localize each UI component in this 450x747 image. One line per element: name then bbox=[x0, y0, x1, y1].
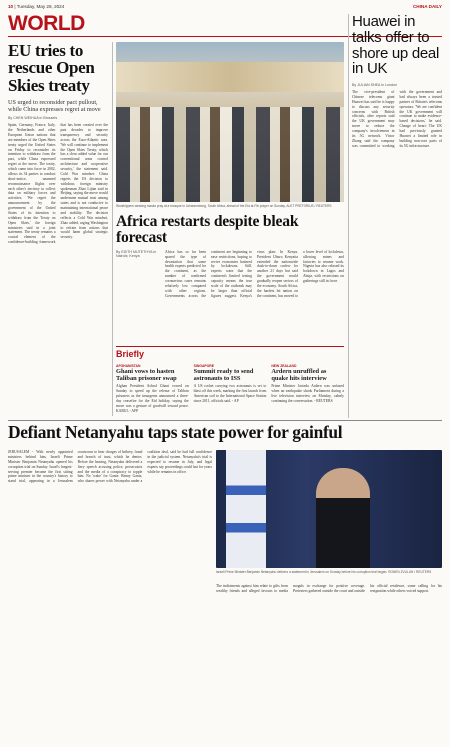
briefly-section bbox=[116, 346, 344, 418]
photo-caption: Worshippers wearing masks pray at a mosque in Johannesburg, South Africa, ahead of the Eid al-Fitr prayer on Sunday. ALET PRETORIUS / REUTERS bbox=[116, 204, 332, 208]
israel-body bbox=[8, 450, 212, 738]
huawei-story bbox=[352, 14, 442, 418]
page-header bbox=[8, 4, 442, 12]
column-divider bbox=[112, 42, 113, 416]
israel-headline: Defiant Netanyahu taps state power for gainful bbox=[8, 422, 343, 442]
africa-headline: Africa restarts despite bleak forecast bbox=[116, 214, 299, 246]
brief-item bbox=[271, 362, 344, 414]
eu-body: Spain, Germany, France, Italy, the Netherlands and other European Union nations that are members of the Open Skies treaty urged the United States on Friday to reconsider its intention to withdraw from the pact, while China expressed regret at the move. The treaty, which came into force in 2002, allows its 34 parties to conduct short-notice, unarmed reconnaissance flights over each other's territory to collect data on military forces and activities. 'We regret the announcement by the government of the United States of its intention to withdraw from the Treaty on Open Skies,' the foreign ministries said in a joint statement. The treaty remains a crucial element of the confidence-building framework that has been created over the past decades to improve transparency and security across the Euro-Atlantic area. 'We will continue to implement the Open Skies Treaty, which has a clear added value for our conventional arms control architecture and cooperative security,' the statement said. Cold War mindset: China regrets the US decision to withdraw, foreign ministry spokesman Zhao Lijian said in Beijing, saying the move would undermine mutual trust among states and is not conducive to maintaining international peace and stability. The decision reflects a Cold War mindset, Zhao added, urging Washington to refrain from actions that would harm global strategic security. bbox=[8, 123, 108, 245]
story-rule bbox=[8, 420, 442, 421]
eu-subhead: US urged to reconsider pact pullout, while China expresses regret at move bbox=[8, 98, 101, 114]
israel-lead: JERUSALEM - With newly appointed ministers behind him, Israeli Prime Minister Benjamin Netanyahu opened his corruption trial on Sunday. bbox=[8, 450, 73, 469]
brief-body: Prime Minister Jacinda Ardern was unfazed when an earthquake shook Parliament during a live television interview on Monday, calmly continuing the conversation. - REUTERS bbox=[271, 384, 344, 404]
netanyahu-photo bbox=[216, 450, 442, 568]
eu-headline: EU tries to rescue Open Skies treaty bbox=[8, 42, 95, 95]
column-divider bbox=[348, 14, 349, 418]
eu-story bbox=[8, 42, 108, 420]
mosque-wall bbox=[116, 62, 344, 92]
brief-body: A US rocket carrying two astronauts is set to blast off this week, marking the first launch from American soil to the International Space Station since 2011, officials said. - AP bbox=[193, 384, 267, 404]
netanyahu-caption: Israeli Prime Minister Benjamin Netanyahu delivers a statement in Jerusalem on Sunday before his corruption trial began. RONEN ZVULUN / REUTERS bbox=[216, 570, 432, 574]
israel-body-continued: The indictments against him relate to gifts from wealthy friends and alleged favours to media moguls in exchange for positive coverage. Protesters gathered outside the court and outside his official residence, some calling for his resignation while others voiced support. bbox=[216, 584, 442, 593]
africa-byline: By EDITH MUTETHYA in Nairobi, Kenya bbox=[116, 249, 157, 258]
africa-body: Africa has so far been spared the type of devastation that some health experts predicted for the continent, as the number of confirmed coronavirus cases remains relatively low compared with other regions. Governments across the continent are beginning to ease restrictions, hoping to revive economies battered by lockdowns. Still, experts warn that the continent's limited testing capacity means the true scale of the outbreak may be larger than official figures suggest. Kenya's virus plan: In Kenya, President Uhuru Kenyatta extended the nationwide dusk-to-dawn curfew for another 21 days but said the government would gradually reopen sectors of the economy. South Africa, the hardest hit nation on the continent, has moved to a lower level of lockdown, allowing mines and factories to resume work. Nigeria has also relaxed its lockdown in Lagos and Abuja, with restrictions on gatherings still in force. bbox=[165, 249, 344, 298]
huawei-body: The vice-president of Chinese telecoms giant Huawei has said he is happy to discuss any security concerns with British officials, after reports said the UK government may move to reduce the company's involvement in its 5G network. Victor Zhang said the company was committed to working with the government and had always been a trusted partner of Britain's telecoms operators. 'We are confident the UK government will continue to make evidence-based decisions,' he said. Change of heart: The UK had previously granted Huawei a limited role in building non-core parts of its 5G infrastructure. bbox=[352, 90, 442, 148]
israel-main: Israel's longest-serving premier became the first sitting prime minister in the country's history to stand trial, appearing in a Jerusalem courtroom to hear charges of bribery, fraud and breach of trust, which he denies. Before the hearing, Netanyahu delivered a fiery speech accusing police, prosecutors and the media of a conspiracy to topple him. No 'wake' for Gantz: Benny Gantz, who shares power with Netanyahu under a coalition deal, said he had full confidence in the judicial system. Netanyahu's trial is expected to resume in July, and legal experts say proceedings could last for years while he remains in office. bbox=[8, 450, 212, 484]
brief-headline: Ghani vows to hasten Taliban prisoner swap bbox=[116, 368, 177, 382]
eu-byline: By CHEN WEIHUA in Brussels bbox=[8, 116, 58, 121]
speaker-figure bbox=[316, 468, 370, 568]
brief-headline: Summit ready to send astronauts to ISS bbox=[193, 368, 254, 382]
worshipper-figures bbox=[116, 107, 344, 202]
brief-place: AFGHANISTAN bbox=[116, 364, 141, 368]
mosque-photo bbox=[116, 42, 344, 202]
page-number: 10 | Tuesday, May 28, 2024 bbox=[8, 4, 65, 9]
brief-place: SINGAPORE bbox=[193, 364, 215, 368]
brief-body: Afghan President Ashraf Ghani vowed on Sunday to speed up the release of Taliban prisoners as the insurgents announced a three-day ceasefire for the Eid holiday, saying the move was a gesture of goodwill toward peace. KABUL - AFP bbox=[116, 384, 189, 413]
africa-story bbox=[116, 214, 344, 346]
huawei-headline: Huawei in talks offer to shore up deal in UK bbox=[352, 14, 440, 78]
paper-name: CHINA DAILY bbox=[412, 4, 442, 9]
section-title: WORLD bbox=[8, 12, 85, 35]
israel-story bbox=[8, 450, 212, 738]
brief-headline: Ardern unruffled as quake hits interview bbox=[271, 368, 327, 382]
brief-item bbox=[194, 362, 267, 414]
brief-place: NEW ZEALAND bbox=[271, 364, 297, 368]
flag-stripe bbox=[226, 450, 266, 568]
briefly-title: Briefly bbox=[116, 349, 145, 359]
brief-item bbox=[116, 362, 189, 414]
huawei-byline: By JULIAN SHEA in London bbox=[352, 83, 397, 87]
